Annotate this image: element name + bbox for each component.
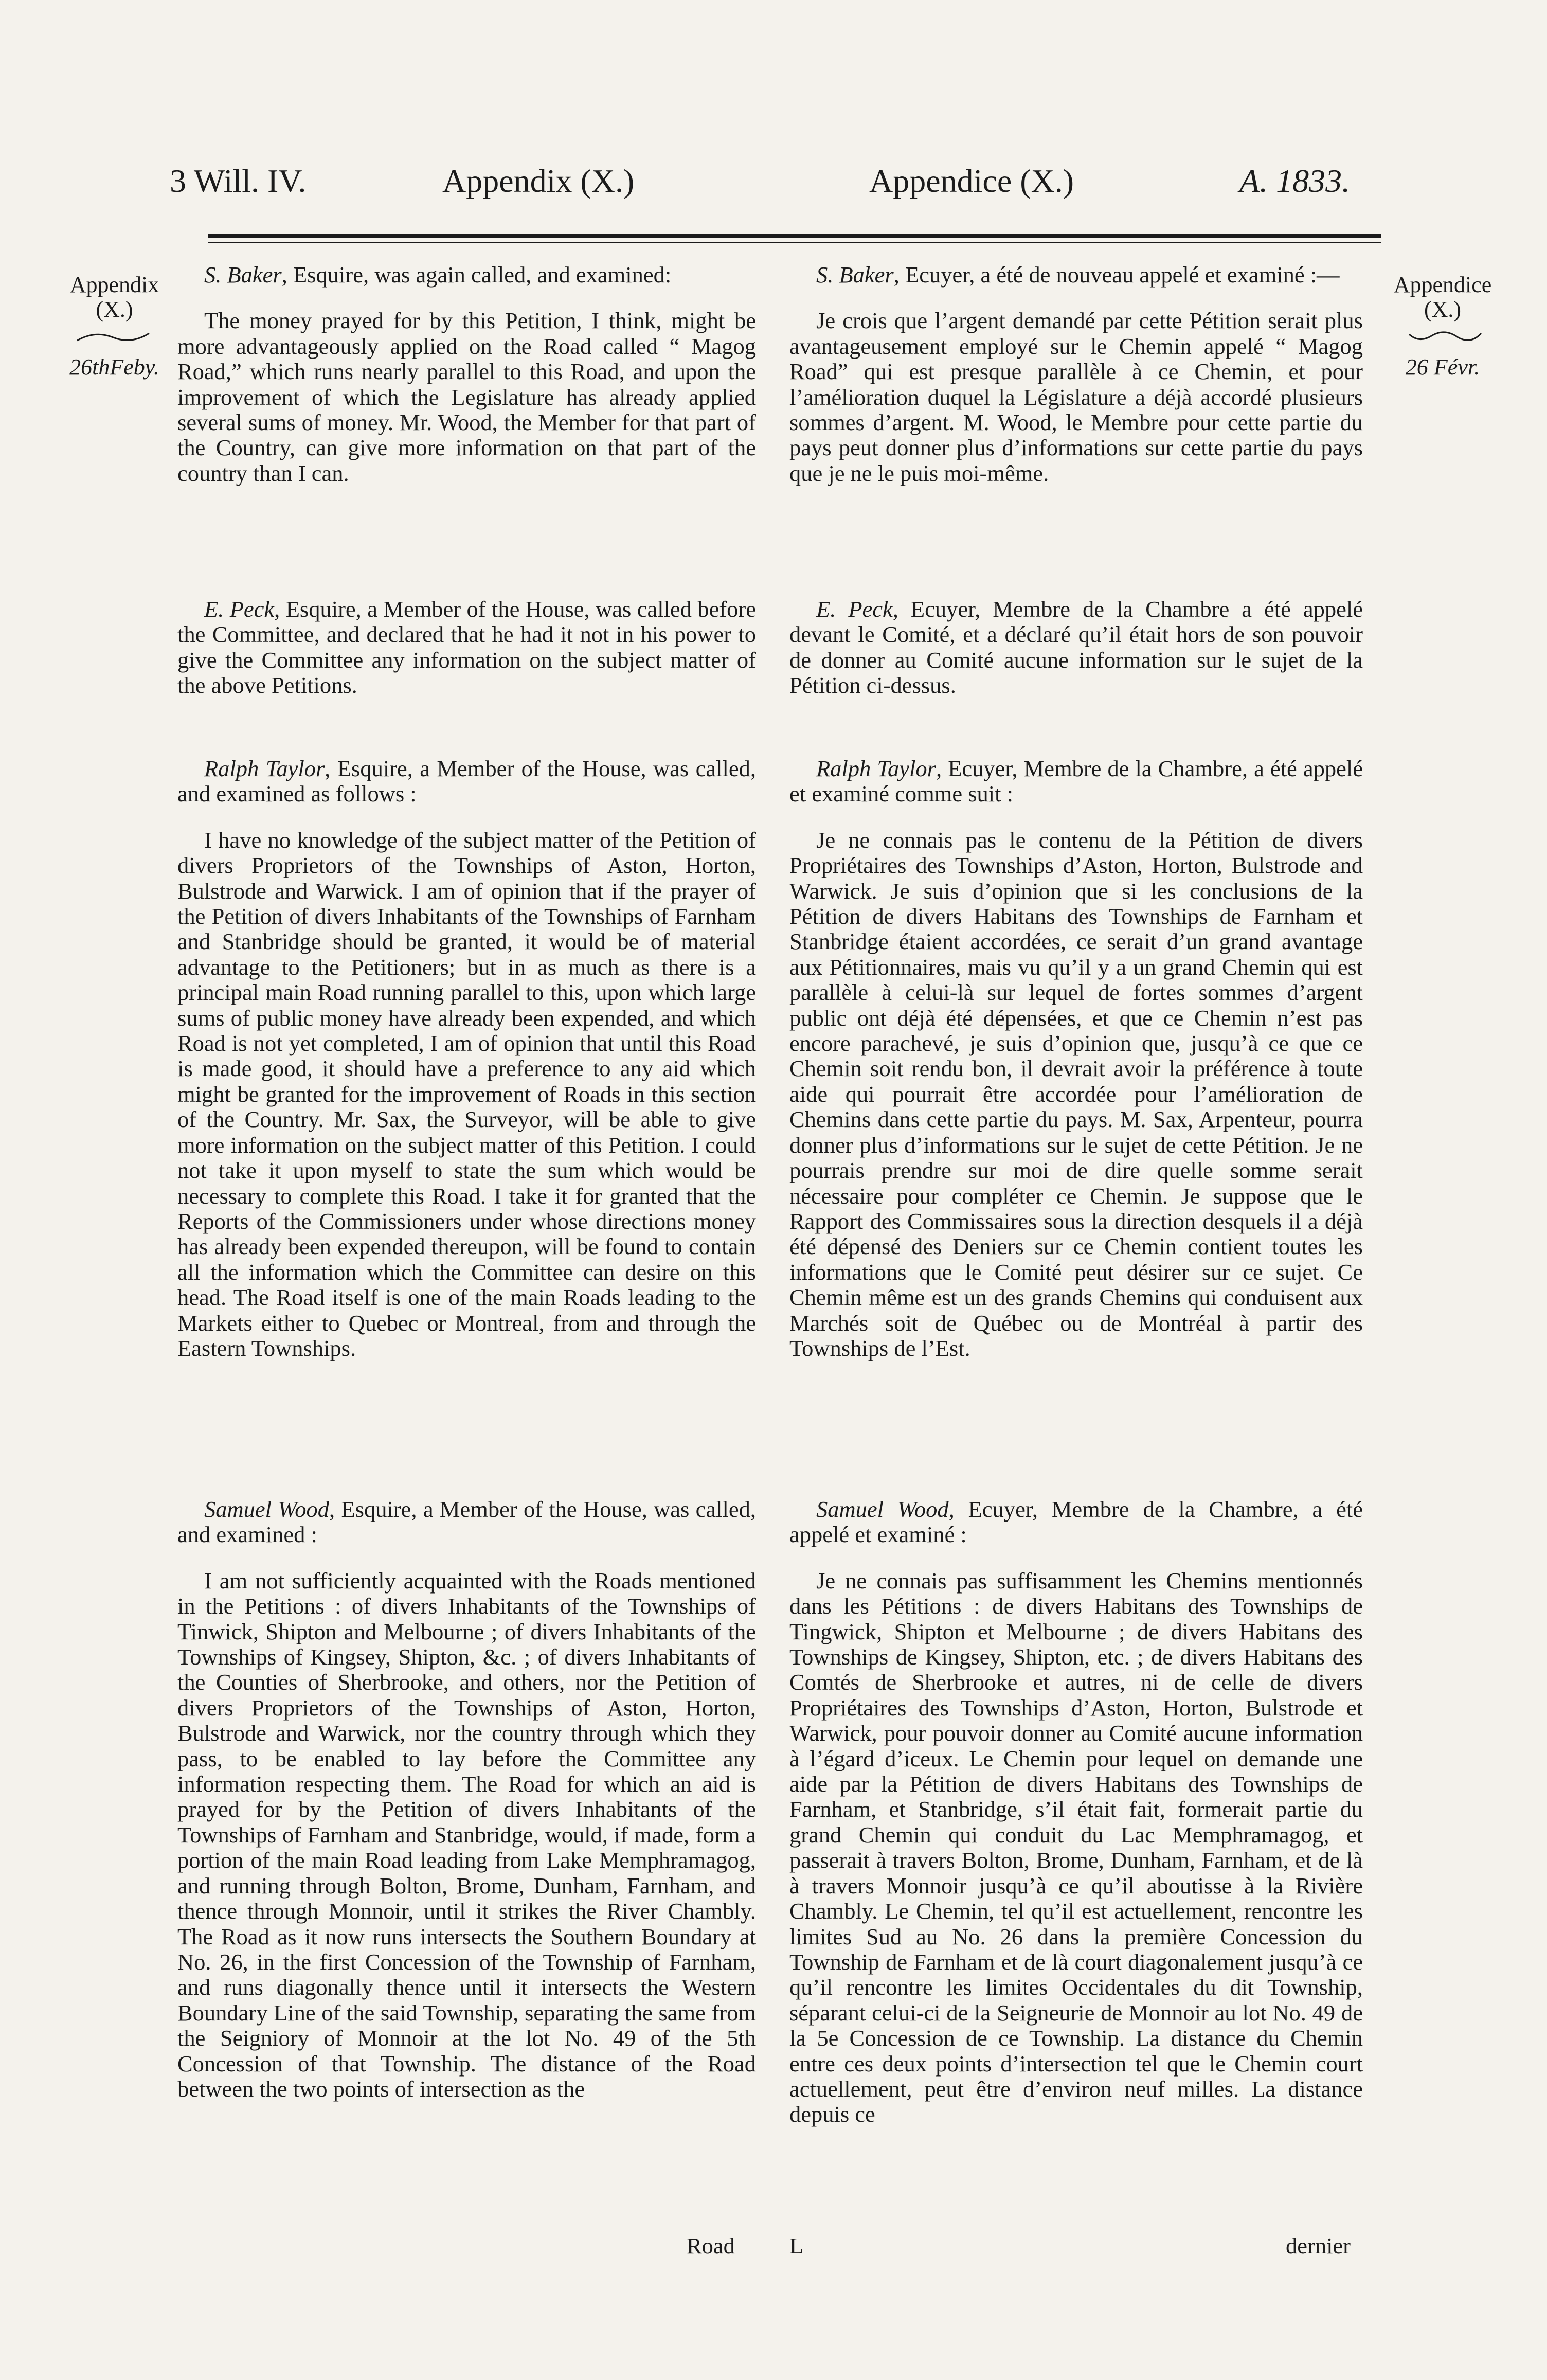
- witness-intro: , Ecuyer, Membre de la Chambre a été appelé devant le Comité, et a déclaré qu’il était hors de son pouvoir de donner au Comité aucune information sur le sujet de la Pétition ci-dessus.: [789, 596, 1363, 699]
- session-label: 3 Will. IV.: [170, 163, 307, 199]
- testimony-body: The money prayed for by this Petition, I think, might be more advantageously applied on the Road called “ Magog Road,” which runs nearly parallel to this Road, and upon the improvement of which the Legislature has already applied several sums of money. Mr. Wood, the Member for that part of the Country, can give more information on that part of the country than I can.: [177, 308, 756, 486]
- year-label: A. 1833.: [1239, 163, 1351, 199]
- running-header: [0, 162, 1547, 203]
- witness-intro: , Ecuyer, Membre de la Chambre, a été appelé et examiné comme suit :: [789, 756, 1363, 807]
- appendix-title-english: Appendix (X.): [442, 163, 635, 199]
- right-margin-note: [1381, 273, 1504, 322]
- right-margin-date: [1383, 355, 1502, 380]
- catchword-french: dernier: [1286, 2233, 1351, 2259]
- witness-intro: , Esquire, was again called, and examined:: [281, 262, 672, 288]
- witness-name: Ralph Taylor: [816, 756, 936, 781]
- witness-intro: , Ecuyer, Membre de la Chambre, a été appelé et examiné :: [789, 1496, 1363, 1548]
- witness-name: E. Peck: [816, 596, 893, 622]
- header-rule-thin: [208, 242, 1381, 243]
- margin-appendix-sub: (X.): [96, 297, 133, 322]
- left-margin-date: [51, 355, 177, 380]
- witness-name: S. Baker: [816, 262, 894, 288]
- margin-appendice-sub: (X.): [1424, 297, 1462, 322]
- margin-swash-right: [1407, 329, 1484, 345]
- testimony-body: Je ne connais pas suffisamment les Chemins mentionnés dans les Pétitions : de divers Habitans des Townships de Tingwick, Shipton et Melbourne ; de divers Habitans des Townships de Kingsey, Shipton, etc. ; de divers Habitans des Comtés de Sherbrooke et autres, ni de celle de divers Propriétaires des Townships d’Aston, Horton, Bulstrode et Warwick, pour pouvoir donner au Comité aucune information à l’égard d’iceux. Le Chemin pour lequel on demande une aide par la Pétition de divers Habitans des Townships de Farnham, et Stanbridge, s’il était fait, formerait partie du grand Chemin qui conduit du Lac Memphramagog, et passerait à travers Bolton, Brome, Dunham, Farnham, et de là à travers Monnoir jusqu’à ce qu’il aboutisse à la Rivière Chambly. Le Chemin, tel qu’il est actuellement, rencontre les limites Sud au No. 26 dans la première Concession du Township de Farnham et de là court diagonalement jusqu’à ce qu’il rencontre les limites Occidentales du dit Township, séparant celui-ci de la Seigneurie de Monnoir au lot No. 49 de la 5e Concession de ce Township. La distance du Chemin entre ces deux points d’intersection tel que le Chemin court actuellement, peut être d’environ neuf milles. La distance depuis ce: [789, 1567, 1363, 2127]
- signature-mark: L: [789, 2233, 804, 2259]
- witness-intro: , Ecuyer, a été de nouveau appelé et examiné :—: [893, 262, 1340, 288]
- testimony-body: I have no knowledge of the subject matter of the Petition of divers Proprietors of the Townships of Aston, Horton, Bulstrode and Warwick. I am of opinion that if the prayer of the Petition of divers Inhabitants of the Townships of Farnham and Stanbridge should be granted, it would be of material advantage to the Petitioners; but in as much as there is a principal main Road running parallel to this, upon which large sums of public money have already been expended, and which Road is not yet completed, I am of opinion that until this Road is made good, it should have a preference to any aid which might be granted for the improvement of Roads in this section of the Country. Mr. Sax, the Surveyor, will be able to give more information on the subject matter of this Petition. I could not take it upon myself to state the sum which would be necessary to complete this Road. I take it for granted that the Reports of the Commissioners under whose directions money has already been expended thereupon, will be found to contain all the information which the Committee can desire on this head. The Road itself is one of the main Roads leading to the Markets either to Quebec or Montreal, from and through the Eastern Townships.: [177, 827, 756, 1361]
- margin-appendice-label: Appendice: [1393, 272, 1492, 297]
- witness-name: Ralph Taylor: [204, 756, 325, 781]
- margin-date-french: 26 Févr.: [1405, 354, 1480, 380]
- testimony-taylor-en: [177, 756, 756, 1361]
- testimony-taylor-fr: [789, 756, 1363, 1361]
- testimony-peck-en: [177, 597, 756, 699]
- testimony-body: I am not sufficiently acquainted with the Roads mentioned in the Petitions : of divers Inhabitants of the Townships of Tinwick, Shipton and Melbourne ; of divers Inhabitants of the Townships of Kingsey, Shipton, &c. ; of divers Inhabitants of the Counties of Sherbrooke, and others, nor the Petition of divers Proprietors of the Townships of Aston, Horton, Bulstrode and Warwick, nor the country through which they pass, to be enabled to lay before the Committee any information respecting them. The Road for which an aid is prayed for by the Petition of divers Inhabitants of the Townships of Farnham and Stanbridge, would, if made, form a portion of the main Road leading from Lake Memphramagog, and running through Bolton, Brome, Dunham, Farnham, and thence through Monnoir, until it strikes the River Chambly. The Road as it now runs intersects the Southern Boundary at No. 26, in the first Concession of the Township of Farnham, and runs diagonally thence until it intersects the Western Boundary Line of the said Township, separating the same from the Seigniory of Monnoir at the lot No. 49 of the 5th Concession of that Township. The distance of the Road between the two points of intersection as the: [177, 1567, 756, 2102]
- testimony-wood-fr: [789, 1497, 1363, 2127]
- testimony-baker-en: [177, 262, 756, 486]
- margin-appendix-label: Appendix: [69, 272, 159, 297]
- witness-intro: , Esquire, a Member of the House, was called before the Committee, and declared that he had it not in his power to give the Committee any information on the subject matter of the above Petitions.: [177, 596, 756, 699]
- testimony-baker-fr: [789, 262, 1363, 486]
- witness-intro: , Esquire, a Member of the House, was called, and examined :: [177, 1496, 756, 1548]
- catchword-english: Road: [687, 2233, 735, 2259]
- header-rule-thick: [208, 234, 1381, 238]
- witness-intro: , Esquire, a Member of the House, was called, and examined as follows :: [177, 756, 756, 807]
- testimony-body: Je crois que l’argent demandé par cette Pétition serait plus avantageusement employé sur le Chemin appelé “ Magog Road” qui est presque parallèle à ce Chemin, et pour l’amélioration duquel la Législature a déjà accordé plusieurs sommes d’argent. M. Wood, le Membre pour cette partie du pays peut donner plus d’informations sur cette partie du pays que je ne le puis moi-même.: [789, 308, 1363, 486]
- testimony-wood-en: [177, 1497, 756, 2102]
- testimony-peck-fr: [789, 597, 1363, 699]
- witness-name: Samuel Wood: [204, 1496, 330, 1522]
- witness-name: Samuel Wood: [816, 1496, 949, 1522]
- left-margin-note: [59, 273, 170, 322]
- witness-name: S. Baker: [204, 262, 282, 288]
- margin-date-english: 26thFeby.: [69, 354, 159, 380]
- appendix-title-french: Appendice (X.): [869, 163, 1074, 199]
- witness-name: E. Peck: [204, 596, 275, 622]
- margin-swash-left: [75, 329, 152, 345]
- testimony-body: Je ne connais pas le contenu de la Pétition de divers Propriétaires des Townships d’Aston, Horton, Bulstrode and Warwick. Je suis d’opinion que si les conclusions de la Pétition de divers Habitans des Townships de Farnham et Stanbridge étaient accordées, ce serait d’un grand avantage aux Pétitionnaires, mais vu qu’il y a un grand Chemin qui est parallèle à celui-là sur lequel de fortes sommes d’argent public ont déjà été dépensées, et que ce Chemin n’est pas encore parachevé, je suis d’opinion que, jusqu’à ce que ce Chemin soit rendu bon, il devrait avoir la préférence à toute aide qui pourrait être accordée pour l’amélioration de Chemins dans cette partie du pays. M. Sax, Arpenteur, pourra donner plus d’informations sur le sujet de cette Pétition. Je ne pourrais prendre sur moi de dire quelle somme serait nécessaire pour compléter ce Chemin. Je suppose que le Rapport des Commissaires sous la direction desquels il a déjà été dépensé des Deniers sur ce Chemin contient toutes les informations que le Comité peut désirer sur ce sujet. Ce Chemin même est un des grands Chemins qui conduisent aux Marchés soit de Québec ou de Montréal à partir des Townships de l’Est.: [789, 827, 1363, 1361]
